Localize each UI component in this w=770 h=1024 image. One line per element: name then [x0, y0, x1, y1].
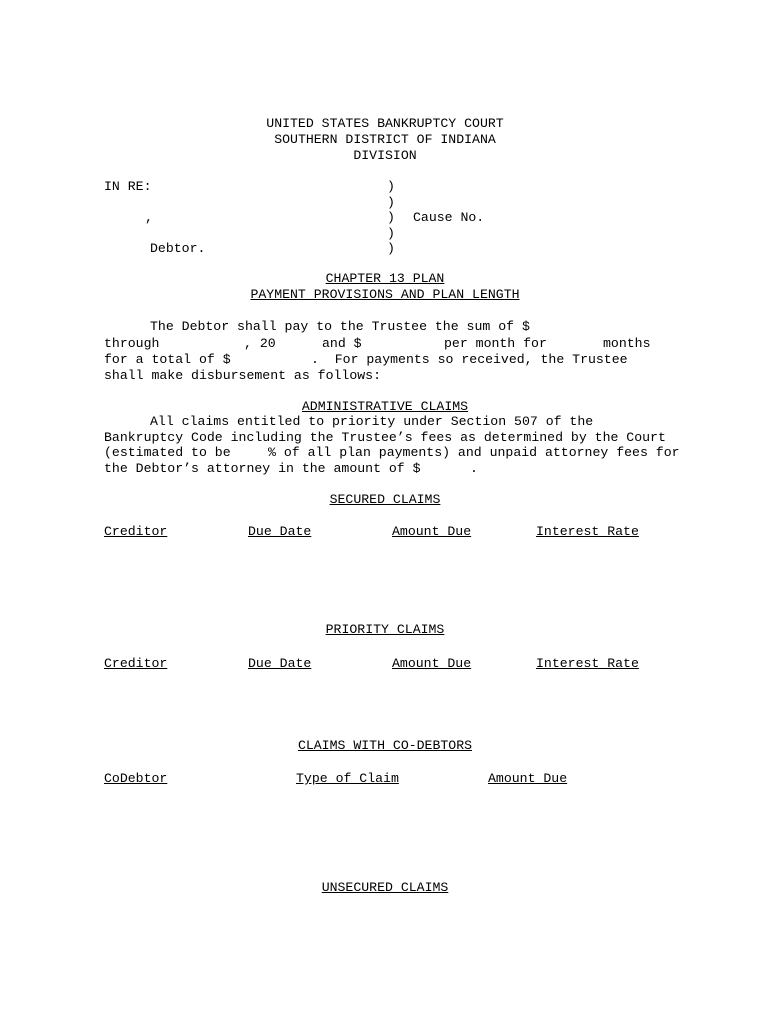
unsecured-claims-heading: UNSECURED CLAIMS: [321, 880, 449, 895]
codebtor-col-type: Type of Claim: [296, 771, 399, 786]
admin-line-2: Bankruptcy Code including the Trustee’s fees as determined by the Court: [104, 430, 666, 445]
secured-col-creditor: Creditor: [104, 524, 168, 539]
codebtor-col-codebtor: CoDebtor: [104, 771, 168, 786]
payment-disbursement: shall make disbursement as follows:: [104, 368, 381, 383]
cause-number-label: Cause No.: [413, 210, 485, 225]
debtor-label: Debtor.: [150, 241, 206, 256]
priority-claims-heading: PRIORITY CLAIMS: [325, 622, 445, 637]
payment-received: . For payments so received, the Trustee: [311, 352, 628, 367]
admin-claims-heading: ADMINISTRATIVE CLAIMS: [301, 399, 469, 414]
priority-col-creditor: Creditor: [104, 656, 168, 671]
secured-col-due-date: Due Date: [248, 524, 312, 539]
secured-claims-heading: SECURED CLAIMS: [329, 492, 441, 507]
priority-col-amount-due: Amount Due: [392, 656, 472, 671]
secured-col-amount-due: Amount Due: [392, 524, 472, 539]
admin-estimated: (estimated to be: [104, 445, 231, 460]
admin-plan-payments: % of all plan payments) and unpaid attorney fees for: [268, 445, 680, 460]
caption-paren: ): [387, 179, 395, 194]
caption-paren: ): [387, 195, 395, 210]
priority-col-interest-rate: Interest Rate: [536, 656, 639, 671]
payment-total: for a total of $: [104, 352, 231, 367]
admin-line-1: All claims entitled to priority under Section 507 of the: [150, 414, 594, 429]
caption-paren: ): [387, 226, 395, 241]
payment-per-month: per month for: [444, 336, 547, 351]
court-district: SOUTHERN DISTRICT OF INDIANA: [274, 132, 496, 147]
codebtor-col-amount-due: Amount Due: [488, 771, 568, 786]
payment-through: through: [104, 336, 160, 351]
payment-months: months: [603, 336, 651, 351]
payment-and: and $: [322, 336, 362, 351]
plan-title: CHAPTER 13 PLAN: [325, 271, 445, 286]
secured-col-interest-rate: Interest Rate: [536, 524, 639, 539]
payment-line-1: The Debtor shall pay to the Trustee the sum of $: [150, 319, 530, 334]
debtor-name-comma: ,: [145, 210, 153, 225]
admin-period: .: [470, 461, 478, 476]
court-name: UNITED STATES BANKRUPTCY COURT: [266, 116, 504, 131]
codebtor-claims-heading: CLAIMS WITH CO-DEBTORS: [297, 738, 473, 753]
payment-year: , 20: [244, 336, 276, 351]
admin-attorney: the Debtor’s attorney in the amount of $: [104, 461, 421, 476]
caption-paren: ): [387, 241, 395, 256]
caption-paren: ): [387, 210, 395, 225]
plan-subtitle: PAYMENT PROVISIONS AND PLAN LENGTH: [250, 287, 520, 302]
in-re-label: IN RE:: [104, 179, 152, 194]
court-division: DIVISION: [353, 148, 417, 163]
priority-col-due-date: Due Date: [248, 656, 312, 671]
